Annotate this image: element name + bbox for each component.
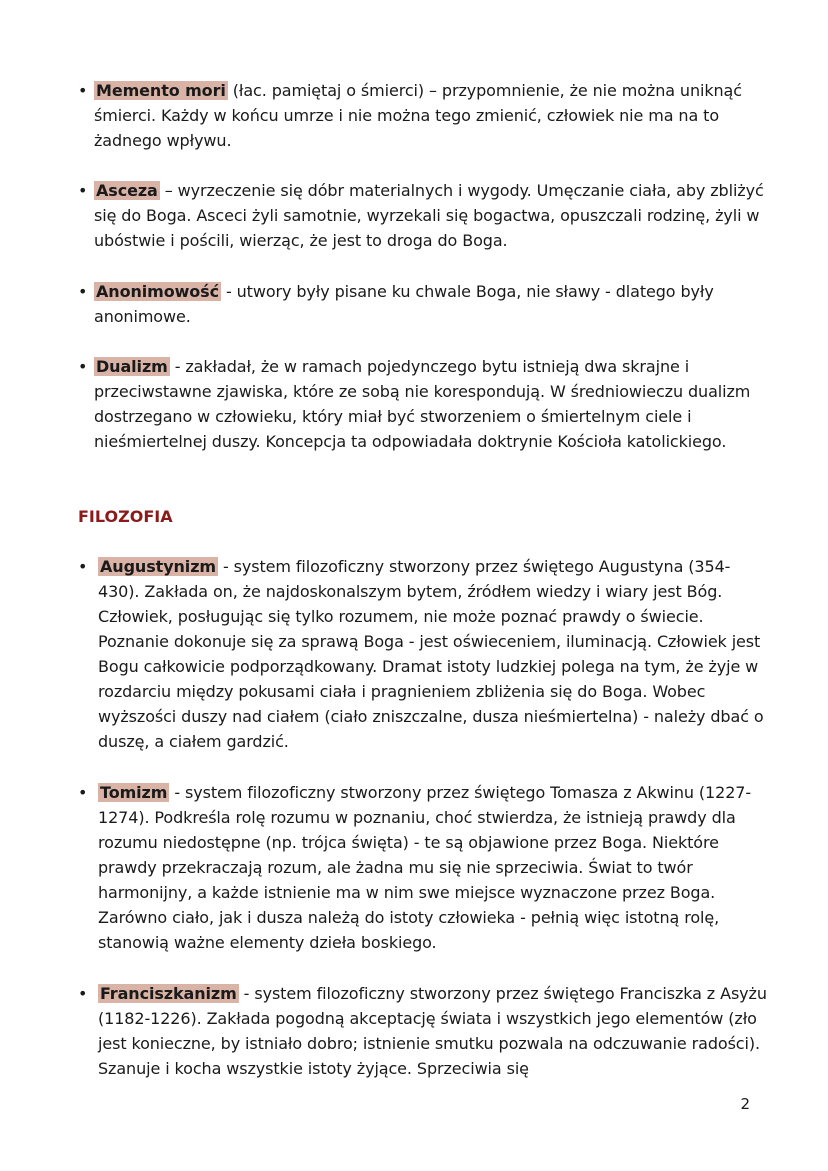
definition-text: - system filozoficzny stworzony przez świętego Augustyna (354-430). Zakłada on, że najdoskonalszym bytem, źródłem wiedzy i wiary jest Bóg. Człowiek, posługując się tylko rozumem, nie może poznać prawdy o świecie. Poznanie dokonuje się za sprawą Boga - jest oświeceniem, iluminacją. Człowiek jest Bogu całkowicie podporządkowany. Dramat istoty ludzkiej polega na tym, że żyje w rozdarciu między pokusami ciała i pragnieniem zbliżenia się do Boga. Wobec wyższości duszy nad ciałem (ciało zniszczalne, dusza nieśmiertelna) - należy dbać o duszę, a ciałem gardzić. (98, 557, 764, 751)
bullet: • (78, 557, 88, 576)
definition-text: – wyrzeczenie się dóbr materialnych i wygody. Umęczanie ciała, aby zbliżyć się do Boga. Asceci żyli samotnie, wyrzekali się bogactwa, opuszczali rodzinę, żyli w ubóstwie i pościli, wierząc, że jest to droga do Boga. (94, 181, 764, 250)
term-highlight: Augustynizm (100, 557, 216, 576)
bullet: • (78, 783, 88, 802)
bullet: • (78, 81, 88, 100)
definition-text: - utwory były pisane ku chwale Boga, nie sławy - dlatego były anonimowe. (94, 282, 714, 326)
definition-text: - system filozoficzny stworzony przez świętego Tomasza z Akwinu (1227-1274). Podkreśla rolę rozumu w poznaniu, choć stwierdza, że istnieją prawdy dla rozumu niedostępne (np. trójca święta) - te są objawione przez Boga. Niektóre prawdy przekraczają rozum, ale żadna mu się nie sprzeciwia. Świat to twór harmonijny, a każde istnienie ma w nim swe miejsce wyznaczone przez Boga. Zarówno ciało, jak i dusza należą do istoty człowieka - pełnią więc istotną rolę, stanowią ważne elementy dzieła boskiego. (98, 783, 752, 952)
page-number: 2 (740, 1095, 750, 1113)
term-highlight: Franciszkanizm (100, 984, 237, 1003)
list-item-anonimowosc (78, 279, 768, 329)
bullet: • (78, 181, 88, 200)
list-item-augustynizm (78, 554, 768, 754)
list-item-dualizm (78, 354, 768, 454)
term-highlight: Dualizm (96, 357, 168, 376)
section-heading: FILOZOFIA (78, 507, 173, 526)
list-item-asceza (78, 178, 768, 253)
list-item-memento-mori (78, 78, 768, 153)
bullet: • (78, 984, 88, 1003)
definition-text: - zakładał, że w ramach pojedynczego bytu istnieją dwa skrajne i przeciwstawne zjawiska, które ze sobą nie korespondują. W średniowieczu dualizm dostrzegano w człowieku, który miał być stworzeniem o śmiertelnym ciele i nieśmiertelnej duszy. Koncepcja ta odpowiadała doktrynie Kościoła katolickiego. (94, 357, 751, 451)
definition-text: - system filozoficzny stworzony przez świętego Franciszka z Asyżu (1182-1226). Zakłada pogodną akceptację świata i wszystkich jego elementów (zło jest konieczne, by istniało dobro; istnienie smutku pozwala na odczuwanie radości). Szanuje i kocha wszystkie istoty żyjące. Sprzeciwia się (98, 984, 767, 1078)
list-item-tomizm (78, 780, 768, 955)
term-highlight: Anonimowość (96, 282, 219, 301)
list-item-franciszkanizm (78, 981, 768, 1081)
term-highlight: Asceza (96, 181, 158, 200)
bullet: • (78, 282, 88, 301)
term-highlight: Tomizm (100, 783, 168, 802)
bullet: • (78, 357, 88, 376)
term-highlight: Memento mori (96, 81, 226, 100)
definition-text: (łac. pamiętaj o śmierci) – przypomnienie, że nie można uniknąć śmierci. Każdy w końcu umrze i nie można tego zmienić, człowiek nie ma na to żadnego wpływu. (94, 81, 742, 150)
